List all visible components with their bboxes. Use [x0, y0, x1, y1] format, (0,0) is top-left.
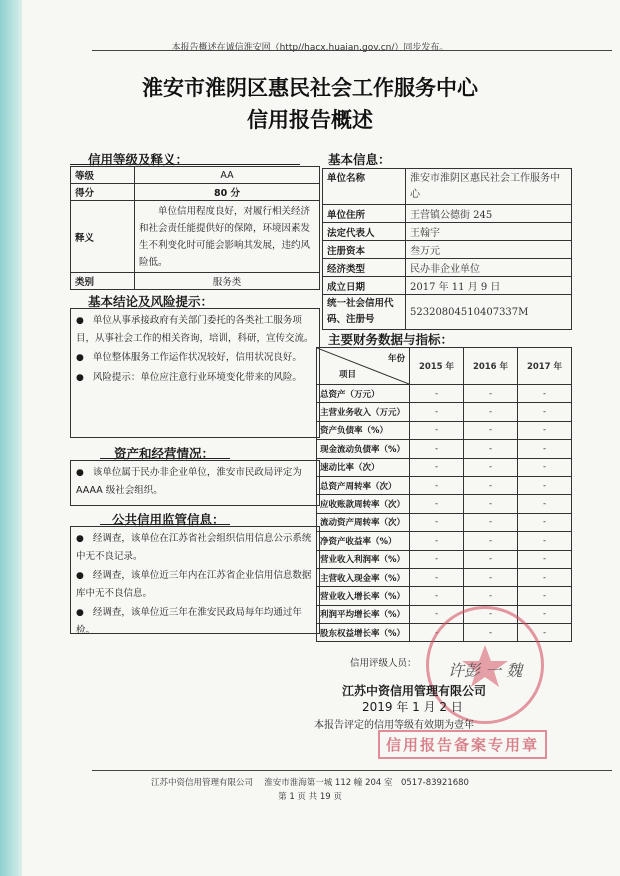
basic-label-rep: 法定代表人: [323, 223, 406, 241]
filing-stamp: 信用报告备案专用章: [378, 730, 547, 759]
finance-value-cell: -: [518, 550, 572, 568]
item-text: 经调查，该单位近三年内在江苏省企业信用信息数据库中无不良信息。: [76, 570, 312, 599]
finance-value-cell: -: [464, 495, 518, 513]
supervision-item: [76, 530, 314, 565]
conclusion-heading: 基本结论及风险提示：: [88, 294, 214, 309]
finance-value-cell: -: [518, 513, 572, 531]
bullet-icon: ●: [76, 373, 93, 383]
conclusion-box: [70, 308, 320, 438]
finance-row-label: 利润平均增长率（%）: [317, 605, 410, 623]
finance-row-label: 现金流动负债率（%）: [317, 440, 410, 458]
rater-signatures: 许彭 一 魏: [448, 661, 523, 680]
basic-label-address: 单位住所: [323, 205, 406, 223]
finance-value-cell: -: [518, 624, 572, 642]
supervision-heading: 公共信用监管信息：: [112, 512, 225, 527]
finance-value-cell: -: [464, 624, 518, 642]
basic-value-address: 王营镇公德街 245: [406, 205, 572, 223]
grade-value: AA: [135, 167, 320, 184]
assets-box: [70, 460, 320, 506]
finance-year-2017: 2017 年: [518, 348, 572, 385]
finance-row-label: 速动比率（次）: [317, 458, 410, 476]
finance-value-cell: -: [464, 550, 518, 568]
finance-value-cell: -: [410, 513, 464, 531]
basic-label-type: 经济类型: [323, 259, 406, 277]
score-value: 80 分: [135, 184, 320, 201]
finance-value-cell: -: [410, 385, 464, 403]
finance-value-cell: -: [410, 440, 464, 458]
raters-label: 信用评级人员：: [350, 658, 417, 669]
finance-value-cell: -: [518, 568, 572, 586]
credit-heading-underline: [70, 164, 300, 165]
basic-value-credit-code: 52320804510407337M: [406, 295, 572, 330]
finance-row-label: 总资产周转率（次）: [317, 476, 410, 494]
basic-label-credit-code: 统一社会信用代码、注册号: [323, 295, 406, 330]
finance-value-cell: -: [518, 587, 572, 605]
finance-value-cell: -: [518, 458, 572, 476]
finance-value-cell: -: [518, 421, 572, 439]
finance-value-cell: -: [410, 532, 464, 550]
finance-value-cell: -: [410, 624, 464, 642]
finance-year-2015: 2015 年: [410, 348, 464, 385]
finance-value-cell: -: [464, 385, 518, 403]
finance-value-cell: -: [410, 550, 464, 568]
finance-row-label: 应收账款周转率（次）: [317, 495, 410, 513]
finance-value-cell: -: [518, 385, 572, 403]
finance-value-cell: -: [410, 458, 464, 476]
finance-value-cell: -: [464, 403, 518, 421]
header-rule: [92, 50, 612, 51]
credit-table: [70, 166, 320, 290]
item-text: 经调查，该单位在江苏省社会组织信用信息公示系统中无不良记录。: [76, 533, 312, 562]
bullet-icon: ●: [76, 353, 93, 363]
finance-value-cell: -: [410, 587, 464, 605]
finance-corner-year: 年份: [387, 354, 405, 364]
header-note: 本报告概述在诚信淮安网（http//hacx.huaian.gov.cn/）同步发布。: [171, 43, 449, 53]
finance-value-cell: -: [518, 495, 572, 513]
basic-value-capital: 叁万元: [406, 241, 572, 259]
category-label: 类别: [71, 273, 135, 290]
basic-value-type: 民办非企业单位: [406, 259, 572, 277]
finance-value-cell: -: [518, 605, 572, 623]
finance-row-label: 资产负债率（%）: [317, 421, 410, 439]
finance-row-label: 流动资产周转率（次）: [317, 513, 410, 531]
finance-value-cell: -: [518, 440, 572, 458]
supervision-item: [76, 567, 314, 602]
finance-value-cell: -: [464, 440, 518, 458]
finance-corner-cell: [317, 348, 410, 385]
company-name: 江苏中资信用管理有限公司: [342, 684, 487, 698]
score-label: 得分: [71, 184, 135, 201]
supervision-heading-underline: [100, 524, 230, 525]
finance-value-cell: -: [410, 605, 464, 623]
meaning-value: 单位信用程度良好，对履行相关经济和社会责任能提供好的保障，环境因素发生不利变化时可能会影响其发展，违约风险低。: [135, 201, 320, 273]
assets-heading: 资产和经营情况：: [114, 446, 215, 461]
item-text: 风险提示：单位应注意行业环境变化带来的风险。: [92, 372, 302, 383]
validity-note: 本报告评定的信用等级有效期为壹年: [314, 720, 474, 731]
finance-row-label: 营业收入利润率（%）: [317, 550, 410, 568]
finance-table: [316, 347, 572, 642]
bullet-icon: ●: [76, 468, 93, 478]
bullet-icon: ●: [76, 571, 93, 581]
supervision-box: [70, 526, 320, 634]
report-date: 2019 年 1 月 2 日: [362, 700, 463, 714]
item-text: 单位整体服务工作运作状况较好，信用状况良好。: [92, 352, 302, 363]
basic-value-date: 2017 年 11 月 9 日: [406, 277, 572, 295]
bullet-icon: ●: [76, 316, 93, 326]
basic-value-rep: 王翰宇: [406, 223, 572, 241]
finance-value-cell: -: [518, 403, 572, 421]
basic-info-table: [322, 168, 572, 330]
finance-row-label: 总资产（万元）: [317, 385, 410, 403]
supervision-item: [76, 604, 314, 639]
item-text: 经调查，该单位近三年在淮安民政局每年均通过年检。: [76, 607, 302, 636]
finance-value-cell: -: [518, 476, 572, 494]
finance-row-label: 主营收入现金率（%）: [317, 568, 410, 586]
finance-row-label: 股东权益增长率（%）: [317, 624, 410, 642]
finance-value-cell: -: [410, 421, 464, 439]
assets-heading-underline: [100, 458, 230, 459]
credit-heading: 信用等级及释义：: [88, 152, 189, 167]
meaning-label: 释义: [71, 201, 135, 273]
finance-row-label: 营业收入增长率（%）: [317, 587, 410, 605]
finance-row-label: 主营业务收入（万元）: [317, 403, 410, 421]
finance-value-cell: -: [464, 421, 518, 439]
basic-label-name: 单位名称: [323, 169, 406, 205]
basic-heading: 基本信息：: [328, 152, 391, 167]
title-line-1: 淮安市淮阴区惠民社会工作服务中心: [142, 76, 478, 100]
footer-rule: [92, 770, 612, 771]
page-number: 第 1 页 共 19 页: [278, 792, 342, 802]
finance-value-cell: -: [464, 532, 518, 550]
finance-value-cell: -: [464, 587, 518, 605]
finance-value-cell: -: [464, 568, 518, 586]
finance-value-cell: -: [518, 532, 572, 550]
finance-value-cell: -: [464, 605, 518, 623]
basic-label-capital: 注册资本: [323, 241, 406, 259]
finance-year-2016: 2016 年: [464, 348, 518, 385]
category-value: 服务类: [135, 273, 320, 290]
bullet-icon: ●: [76, 534, 93, 544]
finance-value-cell: -: [410, 476, 464, 494]
finance-corner-item: 项目: [339, 370, 357, 380]
item-text: 该单位属于民办非企业单位，淮安市民政局评定为 AAAA 级社会组织。: [76, 467, 302, 496]
finance-value-cell: -: [464, 458, 518, 476]
conclusion-item: [76, 312, 314, 347]
finance-value-cell: -: [410, 403, 464, 421]
item-text: 单位从事承接政府有关部门委托的各类社工服务项目，从事社会工作的相关咨询，培训，科研，宣传交流。: [76, 315, 314, 344]
grade-label: 等级: [71, 167, 135, 184]
finance-value-cell: -: [464, 513, 518, 531]
assets-item: [76, 464, 314, 499]
finance-value-cell: -: [464, 476, 518, 494]
finance-value-cell: -: [410, 495, 464, 513]
footer-company-address: 江苏中资信用管理有限公司 淮安市淮海第一城 112 幢 204 室 0517-83921680: [151, 778, 469, 788]
finance-heading: 主要财务数据与指标：: [328, 332, 454, 347]
finance-row-label: 净资产收益率（%）: [317, 532, 410, 550]
conclusion-item: [76, 369, 314, 387]
bullet-icon: ●: [76, 608, 93, 618]
basic-label-date: 成立日期: [323, 277, 406, 295]
conclusion-item: [76, 349, 314, 367]
title-line-2: 信用报告概述: [247, 108, 373, 132]
finance-value-cell: -: [410, 568, 464, 586]
basic-value-name: 淮安市淮阴区惠民社会工作服务中心: [406, 169, 572, 205]
